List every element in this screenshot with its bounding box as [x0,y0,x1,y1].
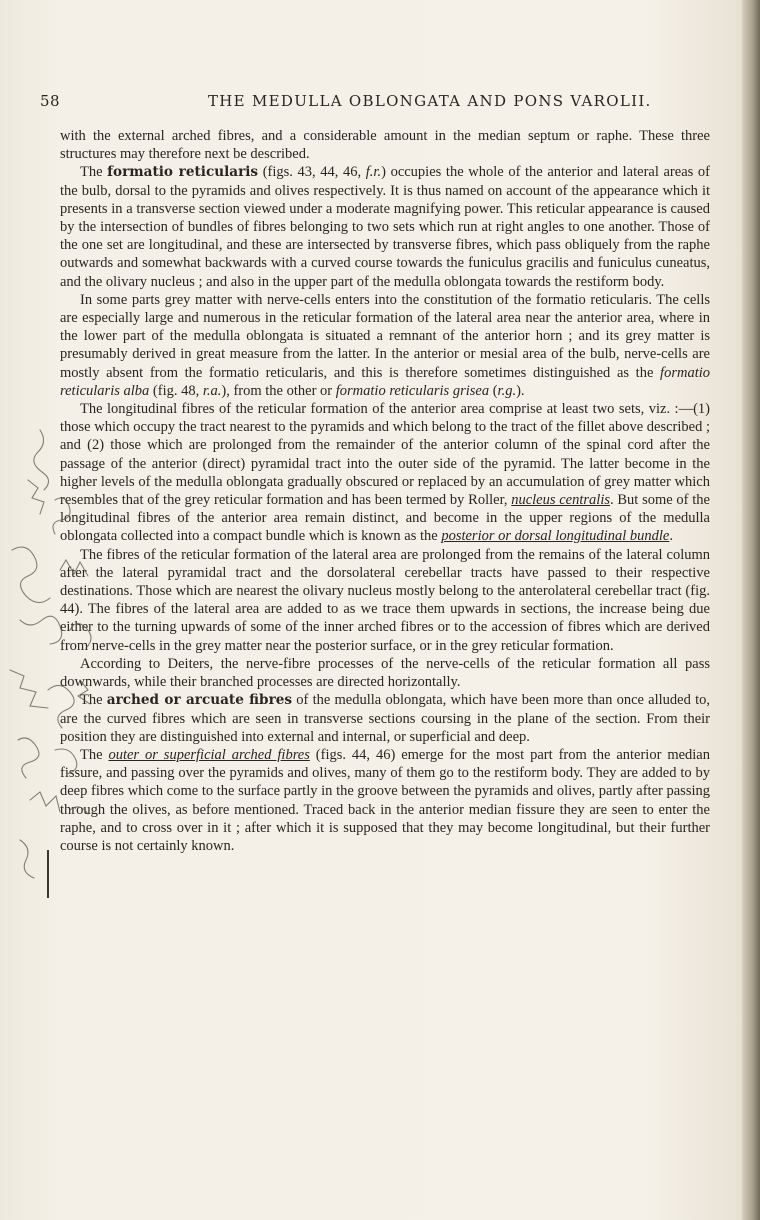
text-segment: The longitudinal fibres of the reticular formation of the anterior area comprise at least two sets, viz. :—(1) those which occupy the tract nearest to the pyramids and which belong to the tract of the fillet above described ; and (2) those which are prolonged from the remainder of the anterior column of the spinal cord after the passage of the anterior (direct) pyramidal tract into the outer side of the pyramid. The latter become in the higher levels of the medulla oblongata gradually obscured or replaced by an accumulation of grey matter which resembles that of the grey reticular formation and has been termed by Roller, [60,401,710,509]
paragraph-p7 [60,691,710,746]
paragraph-p6 [60,655,710,691]
text-segment: of the medulla oblongata, which have been more than once alluded to, are the curved fibres which are seen in transverse sections coursing in the plane of the section. From their position they are distinguished into external and internal, or superficial and deep. [60,692,710,745]
text-segment: The [80,746,109,763]
text-segment: (fig. 48, [149,382,203,399]
text-segment: In some parts grey matter with nerve-cells enters into the constitution of the formatio reticularis. The cells are especially large and numerous in the reticular formation of the lateral area near the anterior area, where in the lower part of the medulla oblongata is situated a remnant of the anterior horn ; and its grey matter is presumably derived in great measure from the latter. In the anterior or mesial area of the bulb, nerve-cells are mostly absent from the formatio reticularis, and this is therefore sometimes distinguished as the [60,291,710,381]
text-segment: (figs. 43, 44, 46, [258,164,366,181]
text-segment: formatio reticularis grisea [335,382,490,399]
text-segment: posterior or dorsal longitudinal bundle [441,528,670,545]
text-segment: The [80,692,107,709]
paragraph-p5 [60,546,710,655]
paragraph-p4 [60,400,710,546]
page-edge-shadow [742,0,760,1220]
paragraph-p8 [60,746,710,855]
text-segment: r.g. [497,382,517,399]
text-segment: . But some of the longitudinal fibres of the anterior area remain distinct, and become in the upper regions of the medulla oblongata collected into a compact bundle which is known as the [60,492,710,545]
page-number: 58 [40,92,61,110]
text-segment: f.r. [365,164,382,181]
text-segment: The [80,164,108,181]
text-segment: formatio reticularis [107,164,259,181]
text-segment: . [669,528,673,545]
running-head: THE MEDULLA OBLONGATA AND PONS VAROLII. [208,92,652,110]
text-segment: outer or superficial arched fibres [108,746,310,763]
text-segment: r.a. [202,382,222,399]
paragraph-p3 [60,291,710,400]
text-segment: ( [489,382,498,399]
text-segment: nucleus centralis [511,492,610,509]
text-segment: ), from the other or [221,382,336,399]
pencil-scribble-marginalia [0,420,130,880]
text-segment: According to Deiters, the nerve-fibre processes of the nerve-cells of the reticular formation all pass downwards, while their branched processes are directed horizontally. [60,655,710,691]
text-segment: The fibres of the reticular formation of the lateral area are prolonged from the remains of the lateral column after the lateral pyramidal tract and the dorsolateral cerebellar tracts have passed to their respective destinations. Those which are nearest the olivary nucleus mostly belong to the anterolateral cerebellar tract (fig. 44). The fibres of the lateral area are added to as we trace them upwards in sections, the increase being due either to the turning upwards of some of the inner arched fibres or to the accession of fibres which are derived from nerve-cells in the grey matter near the posterior surface, or in the grey reticular formation. [60,546,710,654]
paragraph-p1 [60,127,710,163]
text-segment: (figs. 44, 46) emerge for the most part from the anterior median fissure, and passing over the pyramids and olives, many of them go to the restiform body. They are added to by deep fibres which come to the surface partly in the groove between the pyramids and olives, partly after passing through the olives, as before mentioned. Traced back in the anterior median fissure they are seen to enter the raphe, and to cross over in it ; after which it is supposed that they may become longitudinal, but their further course is not certainly known. [60,746,710,854]
text-segment: arched or arcuate fibres [106,692,293,709]
page-header [40,92,720,116]
text-segment: formatio reticularis alba [60,364,710,399]
body-text [60,127,710,855]
paragraph-p2 [60,163,710,290]
text-segment: ) occupies the whole of the anterior and lateral areas of the bulb, dorsal to the pyramids and olives respectively. It is thus named on account of the appearance which it presents in a transverse section viewed under a moderate magnifying power. This reticular appearance is caused by the intersection of bundles of fibres belonging to two sets which run at right angles to one another. Those of the one set are longitudinal, and these are intersected by transverse fibres, which pass obliquely from the raphe outwards and somewhat backwards with a curved course towards the funiculus gracilis and funiculus cuneatus, and the olivary nucleus ; and also in the upper part of the medulla oblongata towards the restiform body. [60,164,710,290]
pencil-bracket-mark [44,848,50,900]
text-segment: with the external arched fibres, and a considerable amount in the median septum or raphe. These three structures may therefore next be described. [60,128,710,163]
text-segment: ). [516,382,525,399]
